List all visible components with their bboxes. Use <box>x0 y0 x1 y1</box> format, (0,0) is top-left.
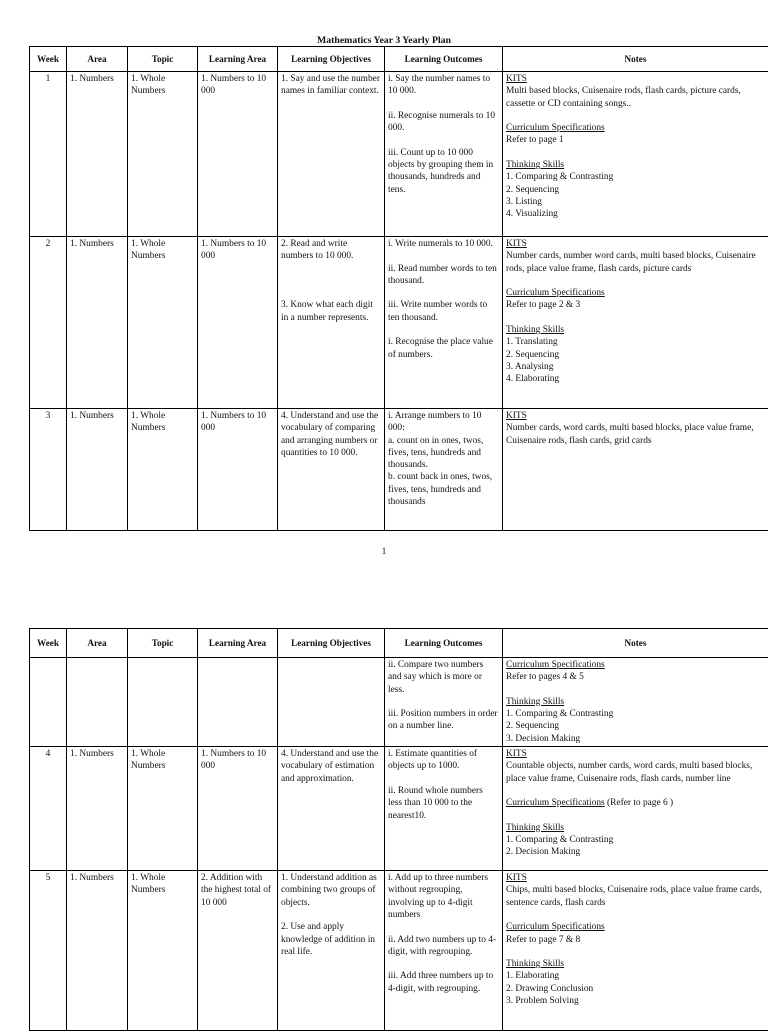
area-cell <box>67 658 128 747</box>
outcome-text: i. Add up to three numbers without regrouping, involving up to 4-digit numbers <box>388 872 499 921</box>
thinking-skill-item: 3. Problem Solving <box>506 995 765 1007</box>
header-learning-objectives: Learning Objectives <box>278 47 385 72</box>
kits-text: Countable objects, number cards, word cards, multi based blocks, place value frame, Cuisenaire rods, flash cards, number line <box>506 760 765 785</box>
objective-text: 1. Understand addition as combining two groups of objects. <box>281 872 381 909</box>
yearly-plan-table-1 <box>29 46 768 531</box>
outcome-text: i. Write numerals to 10 000. <box>388 238 499 250</box>
outcome-text: ii. Round whole numbers less than 10 000 to the nearest10. <box>388 785 499 822</box>
thinking-skill-item: 2. Sequencing <box>506 184 765 196</box>
notes-cell <box>503 871 768 1031</box>
week-cell: 1 <box>30 72 67 237</box>
outcomes-cell <box>385 237 503 409</box>
thinking-skill-item: 1. Elaborating <box>506 970 765 982</box>
learning-area-cell <box>198 658 278 747</box>
table-row <box>30 747 768 871</box>
area-cell: 1. Numbers <box>67 409 128 531</box>
header-learning-outcomes: Learning Outcomes <box>385 47 503 72</box>
outcome-text: i. Recognise the place value of numbers. <box>388 336 499 361</box>
curriculum-label: Curriculum Specifications <box>506 921 765 933</box>
header-week: Week <box>30 629 67 658</box>
header-learning-objectives: Learning Objectives <box>278 629 385 658</box>
objective-text: 4. Understand and use the vocabulary of comparing and arranging numbers or quantities to 10 000. <box>281 410 381 459</box>
week-cell: 4 <box>30 747 67 871</box>
outcome-text: a. count on in ones, twos, fives, tens, hundreds and thousands. <box>388 435 499 472</box>
notes-cell <box>503 658 768 747</box>
kits-text: Multi based blocks, Cuisenaire rods, flash cards, picture cards, cassette or CD containing songs.. <box>506 85 765 110</box>
week-cell: 5 <box>30 871 67 1031</box>
header-week: Week <box>30 47 67 72</box>
outcome-text: iii. Write number words to ten thousand. <box>388 299 499 324</box>
thinking-skill-item: 1. Translating <box>506 336 765 348</box>
topic-cell: 1. Whole Numbers <box>128 237 198 409</box>
outcomes-cell <box>385 747 503 871</box>
outcomes-cell <box>385 871 503 1031</box>
area-cell: 1. Numbers <box>67 72 128 237</box>
outcome-text: i. Estimate quantities of objects up to 1000. <box>388 748 499 773</box>
objectives-cell <box>278 72 385 237</box>
table-header-row <box>30 629 768 658</box>
outcome-text: ii. Recognise numerals to 10 000. <box>388 110 499 135</box>
outcomes-cell <box>385 72 503 237</box>
week-cell: 3 <box>30 409 67 531</box>
outcomes-cell <box>385 658 503 747</box>
kits-label: KITS <box>506 73 765 85</box>
thinking-skill-item: 4. Visualizing <box>506 208 765 220</box>
thinking-skills-label: Thinking Skills <box>506 696 765 708</box>
thinking-skill-item: 2. Decision Making <box>506 846 765 858</box>
thinking-skill-item: 1. Comparing & Contrasting <box>506 171 765 183</box>
table-header-row <box>30 47 768 72</box>
header-learning-outcomes: Learning Outcomes <box>385 629 503 658</box>
notes-cell <box>503 409 768 531</box>
curriculum-text: Refer to pages 4 & 5 <box>506 671 765 683</box>
curriculum-label: Curriculum Specifications <box>506 659 765 671</box>
thinking-skills-label: Thinking Skills <box>506 958 765 970</box>
kits-label: KITS <box>506 748 765 760</box>
outcome-text: ii. Read number words to ten thousand. <box>388 263 499 288</box>
kits-label: KITS <box>506 872 765 884</box>
notes-cell <box>503 72 768 237</box>
table-row <box>30 871 768 1031</box>
thinking-skill-item: 1. Comparing & Contrasting <box>506 834 765 846</box>
table-row <box>30 72 768 237</box>
week-cell: 2 <box>30 237 67 409</box>
thinking-skill-item: 4. Elaborating <box>506 373 765 385</box>
area-cell: 1. Numbers <box>67 871 128 1031</box>
kits-text: Number cards, number word cards, multi based blocks, Cuisenaire rods, place value frame, flash cards, picture cards <box>506 250 765 275</box>
learning-area-cell: 2. Addition with the highest total of 10 000 <box>198 871 278 1031</box>
objective-text: 2. Read and write numbers to 10 000. <box>281 238 381 263</box>
notes-cell <box>503 747 768 871</box>
outcome-text: iii. Count up to 10 000 objects by grouping them in thousands, hundreds and tens. <box>388 147 499 196</box>
curriculum-label: Curriculum Specifications <box>506 798 605 808</box>
notes-cell <box>503 237 768 409</box>
topic-cell: 1. Whole Numbers <box>128 72 198 237</box>
learning-area-cell: 1. Numbers to 10 000 <box>198 409 278 531</box>
objectives-cell <box>278 871 385 1031</box>
topic-cell: 1. Whole Numbers <box>128 409 198 531</box>
outcome-text: ii. Compare two numbers and say which is more or less. <box>388 659 499 696</box>
area-cell: 1. Numbers <box>67 747 128 871</box>
outcome-text: i. Arrange numbers to 10 000: <box>388 410 499 435</box>
learning-area-cell: 1. Numbers to 10 000 <box>198 72 278 237</box>
thinking-skill-item: 3. Decision Making <box>506 733 765 745</box>
outcome-text: iii. Position numbers in order on a number line. <box>388 708 499 733</box>
curriculum-text: (Refer to page 6 ) <box>605 798 673 808</box>
thinking-skills-label: Thinking Skills <box>506 822 765 834</box>
header-area: Area <box>67 47 128 72</box>
thinking-skill-item: 3. Analysing <box>506 361 765 373</box>
topic-cell <box>128 658 198 747</box>
kits-label: KITS <box>506 238 765 250</box>
table-row <box>30 658 768 747</box>
learning-area-cell: 1. Numbers to 10 000 <box>198 747 278 871</box>
learning-area-cell: 1. Numbers to 10 000 <box>198 237 278 409</box>
yearly-plan-table-2 <box>29 628 768 1031</box>
curriculum-text: Refer to page 1 <box>506 134 765 146</box>
thinking-skill-item: 2. Drawing Conclusion <box>506 983 765 995</box>
thinking-skill-item: 3. Listing <box>506 196 765 208</box>
header-topic: Topic <box>128 47 198 72</box>
outcome-text: i. Say the number names to 10 000. <box>388 73 499 98</box>
outcome-text: ii. Add two numbers up to 4-digit, with regrouping. <box>388 934 499 959</box>
objectives-cell <box>278 747 385 871</box>
kits-text: Chips, multi based blocks, Cuisenaire rods, place value frame cards, sentence cards, flash cards <box>506 884 765 909</box>
document-title: Mathematics Year 3 Yearly Plan <box>0 35 768 47</box>
objective-text: 2. Use and apply knowledge of addition in real life. <box>281 921 381 958</box>
header-learning-area: Learning Area <box>198 47 278 72</box>
curriculum-line <box>506 797 765 809</box>
thinking-skill-item: 1. Comparing & Contrasting <box>506 708 765 720</box>
objective-text: 3. Know what each digit in a number represents. <box>281 299 381 324</box>
week-cell <box>30 658 67 747</box>
curriculum-text: Refer to page 2 & 3 <box>506 299 765 311</box>
objective-text: 4. Understand and use the vocabulary of estimation and approximation. <box>281 748 381 785</box>
header-topic: Topic <box>128 629 198 658</box>
header-notes: Notes <box>503 47 768 72</box>
page-number: 1 <box>0 546 768 558</box>
curriculum-label: Curriculum Specifications <box>506 287 765 299</box>
thinking-skills-label: Thinking Skills <box>506 159 765 171</box>
objective-text: 1. Say and use the number names in familiar context. <box>281 73 381 98</box>
kits-label: KITS <box>506 410 765 422</box>
header-area: Area <box>67 629 128 658</box>
outcome-text: iii. Add three numbers up to 4-digit, with regrouping. <box>388 970 499 995</box>
topic-cell: 1. Whole Numbers <box>128 747 198 871</box>
kits-text: Number cards, word cards, multi based blocks, place value frame, Cuisenaire rods, flash cards, grid cards <box>506 422 765 447</box>
header-notes: Notes <box>503 629 768 658</box>
table-row <box>30 237 768 409</box>
thinking-skill-item: 2. Sequencing <box>506 720 765 732</box>
table-row <box>30 409 768 531</box>
area-cell: 1. Numbers <box>67 237 128 409</box>
curriculum-text: Refer to page 7 & 8 <box>506 934 765 946</box>
objectives-cell <box>278 237 385 409</box>
outcome-text: b. count back in ones, twos, fives, tens, hundreds and thousands <box>388 471 499 508</box>
outcomes-cell <box>385 409 503 531</box>
curriculum-label: Curriculum Specifications <box>506 122 765 134</box>
objectives-cell <box>278 409 385 531</box>
header-learning-area: Learning Area <box>198 629 278 658</box>
topic-cell: 1. Whole Numbers <box>128 871 198 1031</box>
thinking-skills-label: Thinking Skills <box>506 324 765 336</box>
objectives-cell <box>278 658 385 747</box>
thinking-skill-item: 2. Sequencing <box>506 349 765 361</box>
